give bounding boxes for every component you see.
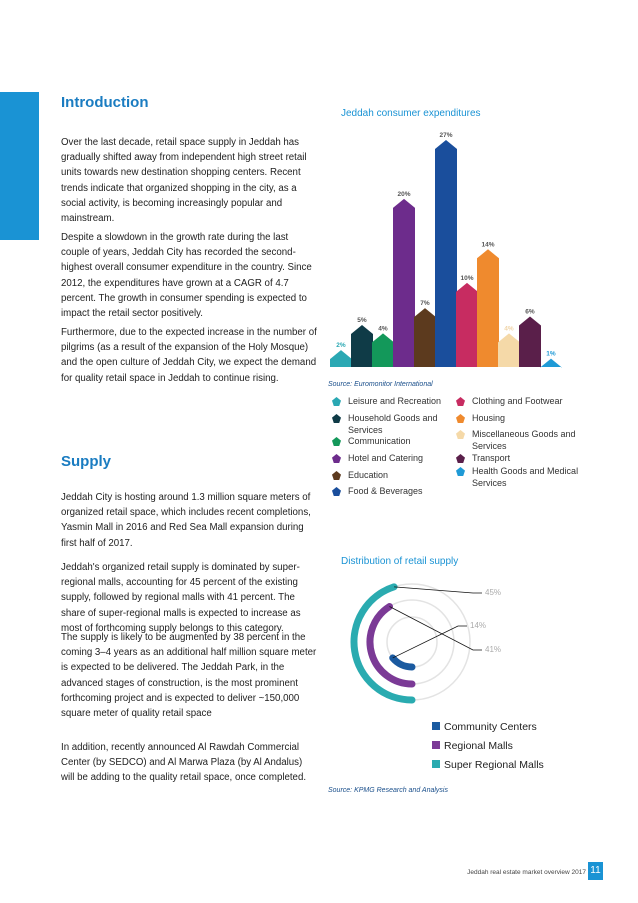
legend-marker-icon	[456, 397, 465, 406]
bar-value-label: 2%	[336, 342, 346, 350]
supply-radial-chart	[340, 570, 540, 720]
bar-value-label: 7%	[420, 300, 430, 308]
bar-value-label: 1%	[546, 350, 556, 358]
legend-square-icon	[432, 760, 440, 768]
legend-marker-icon	[332, 487, 341, 496]
legend-marker-icon	[456, 454, 465, 463]
expenditure-bar	[351, 325, 373, 367]
leader-line	[394, 587, 482, 593]
bar-value-label: 20%	[397, 190, 411, 198]
legend-marker-icon	[456, 414, 465, 423]
legend-marker-icon	[456, 467, 465, 476]
expenditure-bar	[498, 333, 520, 367]
expenditure-chart-title: Jeddah consumer expenditures	[341, 108, 481, 119]
legend-square-icon	[432, 741, 440, 749]
page-number: 11	[588, 862, 603, 880]
intro-paragraph-3: Furthermore, due to the expected increase in the number of pilgrims (as a result of the expansion of the Holy Mosque) and the open culture of Jeddah City, we expect the demand for quality retail space in Jeddah to continue rising.	[61, 327, 317, 384]
supply-legend-item: Super Regional Malls	[432, 759, 544, 771]
bar-value-label: 27%	[439, 132, 453, 139]
legend-square-icon	[432, 722, 440, 730]
bar-value-label: 4%	[504, 325, 514, 333]
bar-value-label: 4%	[378, 325, 388, 333]
supply-arc	[393, 658, 412, 667]
bar-value-label: 5%	[357, 316, 367, 324]
supply-paragraph-3: The supply is likely to be augmented by 38 percent in the coming 3–4 years as an additional half million square meter is expected to be delivered. The Jeddah Park, in the advanced stages of construction, is the most prominent forthcoming project and is expected to deliver ~150,000 square meter of quality retail space	[61, 632, 317, 720]
expenditure-bar	[330, 350, 352, 367]
legend-marker-icon	[332, 471, 341, 480]
bar-value-label: 14%	[481, 241, 495, 249]
supply-paragraph-2: Jeddah's organized retail supply is dominated by super-regional malls, accounting for 45 percent of the existing supply, followed by regional malls with 41 percent. The share of super-regional malls is expected to increase as most of forthcoming supply belongs to this category.	[61, 562, 301, 634]
expenditure-bar	[372, 333, 394, 367]
supply-paragraph-1: Jeddah City is hosting around 1.3 million square meters of organized retail space, which includes recent completions, Yasmin Mall in 2016 and Red Sea Mall expansion during first half of 2017.	[61, 492, 311, 549]
legend-marker-icon	[332, 397, 341, 406]
expenditure-bar	[435, 140, 457, 367]
expenditure-chart-source: Source: Euromonitor International	[328, 381, 433, 388]
expenditure-bar	[540, 359, 562, 368]
side-accent-bar	[0, 92, 39, 240]
arc-value-label: 41%	[485, 645, 502, 654]
legend-marker-icon	[332, 414, 341, 423]
expenditure-bar	[456, 283, 478, 367]
footer-text: Jeddah real estate market overview 2017	[467, 869, 586, 876]
introduction-heading: Introduction	[61, 94, 149, 111]
supply-chart-source: Source: KPMG Research and Analysis	[328, 787, 448, 794]
bar-value-label: 6%	[525, 308, 535, 316]
expenditure-bar	[393, 199, 415, 367]
leader-line	[393, 626, 467, 658]
expenditure-bar	[414, 308, 436, 367]
expenditure-bar	[519, 317, 541, 367]
supply-heading: Supply	[61, 453, 112, 470]
intro-paragraph-2: Despite a slowdown in the growth rate during the last couple of years, Jeddah City has recorded the second-highest overall consumer expenditure in the country. Since 2012, the expenditures have grown at a CAGR of 4.7 percent. The growth in consumer spending is expected to impact the retail sector positively.	[61, 232, 312, 320]
supply-chart-title: Distribution of retail supply	[341, 556, 459, 567]
supply-legend-item: Regional Malls	[432, 740, 513, 752]
legend-marker-icon	[456, 430, 465, 439]
intro-paragraph-1: Over the last decade, retail space supply in Jeddah has gradually shifted away from independent high street retail units towards new destination shopping centers. Recent trends indicate that organized shopping in the city, as a social activity, is becoming increasingly popular and mainstream.	[61, 137, 307, 225]
legend-marker-icon	[332, 454, 341, 463]
legend-marker-icon	[332, 437, 341, 446]
expenditure-bar-chart	[326, 125, 576, 370]
expenditure-bar	[477, 249, 499, 367]
supply-legend-item: Community Centers	[432, 721, 537, 733]
supply-paragraph-4: In addition, recently announced Al Rawdah Commercial Center (by SEDCO) and Al Marwa Plaza (by Al Andalus) will be adding to the quality retail space, once completed.	[61, 742, 307, 784]
arc-value-label: 14%	[470, 621, 487, 630]
bar-value-label: 10%	[460, 274, 474, 282]
arc-value-label: 45%	[485, 588, 502, 597]
